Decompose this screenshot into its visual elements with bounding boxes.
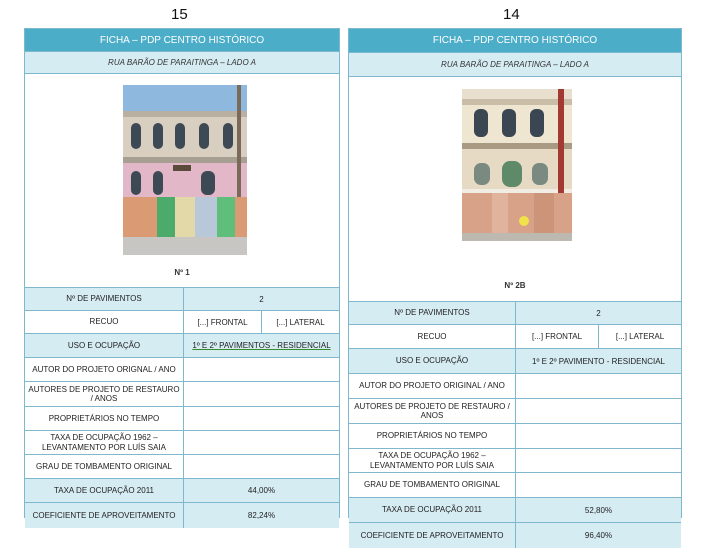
row-recuo [349,325,681,349]
row-label: GRAU DE TOMBAMENTO ORIGINAL [349,473,516,497]
row-label: COEFICIENTE DE APROVEITAMENTO [349,523,516,548]
page-number-right: 14 [503,6,520,23]
row-recuo [25,311,339,334]
row-value: 82,24% [247,511,276,520]
photo-section [25,74,339,288]
row-taxa1962 [25,431,339,455]
row-label: TAXA DE OCUPAÇÃO 1962 – LEVANTAMENTO POR LUÍS SAIA [349,449,516,472]
building-number: Nº 1 [174,268,190,277]
row-value [184,358,339,381]
row-label: TAXA DE OCUPAÇÃO 2011 [349,498,516,522]
row-uso [349,349,681,374]
row-taxa1962 [349,449,681,473]
recuo-lateral: [...] LATERAL [261,311,339,333]
row-tombamento [25,455,339,479]
row-label: AUTORES DE PROJETO DE RESTAURO / ANOS [349,399,516,423]
page-number-left: 15 [171,6,188,23]
row-proprietarios [25,407,339,431]
street-subheader: RUA BARÃO DE PARAITINGA – LADO A [349,53,681,77]
photo-section [349,77,681,302]
row-autor [25,358,339,382]
row-label: PROPRIETÁRIOS NO TEMPO [25,407,184,430]
heritage-sheet-left [24,28,340,518]
row-value [184,431,339,454]
row-taxa2011 [349,498,681,523]
row-pavimentos [25,288,339,311]
row-value [184,455,339,478]
row-value [516,424,681,448]
row-uso [25,334,339,358]
row-proprietarios [349,424,681,449]
row-value [184,407,339,430]
row-restauro [25,382,339,407]
row-label: TAXA DE OCUPAÇÃO 1962 – LEVANTAMENTO POR LUÍS SAIA [25,431,184,454]
recuo-lateral: [...] LATERAL [598,325,681,348]
heritage-sheet-right [348,28,682,540]
row-value: 44,00% [247,486,276,495]
row-taxa2011 [25,479,339,503]
recuo-options [516,325,681,348]
row-autor [349,374,681,399]
row-value: 1º E 2º PAVIMENTOS - RESIDENCIAL [192,341,331,350]
row-coeficiente [349,523,681,548]
building-photo [123,85,247,255]
row-label: Nº DE PAVIMENTOS [25,288,184,310]
row-value [516,374,681,398]
recuo-frontal: [...] FRONTAL [531,332,583,341]
row-label: RECUO [349,325,516,348]
row-label: RECUO [25,311,184,333]
row-value: 96,40% [584,531,613,540]
recuo-frontal: [...] FRONTAL [197,317,248,327]
row-label: COEFICIENTE DE APROVEITAMENTO [25,503,184,528]
row-label: AUTOR DO PROJETO ORIGNAL / ANO [25,358,184,381]
row-label: Nº DE PAVIMENTOS [349,302,516,324]
row-pavimentos [349,302,681,325]
row-value [516,399,681,423]
building-number: Nº 2B [504,281,526,290]
row-restauro [349,399,681,424]
street-subheader: RUA BARÃO DE PARAITINGA – LADO A [25,52,339,74]
row-value [516,449,681,472]
row-value [516,473,681,497]
row-value: 2 [596,308,601,318]
row-coeficiente [25,503,339,528]
sheet-header: FICHA – PDP CENTRO HISTÓRICO [25,29,339,52]
row-label: USO E OCUPAÇÃO [349,349,516,373]
row-label: USO E OCUPAÇÃO [25,334,184,357]
row-label: GRAU DE TOMBAMENTO ORIGINAL [25,455,184,478]
building-photo [462,89,572,241]
row-label: PROPRIETÁRIOS NO TEMPO [349,424,516,448]
row-label: AUTORES DE PROJETO DE RESTAURO / ANOS [25,382,184,406]
row-label: TAXA DE OCUPAÇÃO 2011 [25,479,184,502]
row-value [184,382,339,406]
row-value: 1º E 2º PAVIMENTO - RESIDENCIAL [532,356,665,366]
row-value: 52,80% [584,505,613,515]
row-tombamento [349,473,681,498]
row-value: 2 [259,294,264,304]
sheet-header: FICHA – PDP CENTRO HISTÓRICO [349,29,681,53]
recuo-options [184,311,339,333]
row-label: AUTOR DO PROJETO ORIGINAL / ANO [349,374,516,398]
